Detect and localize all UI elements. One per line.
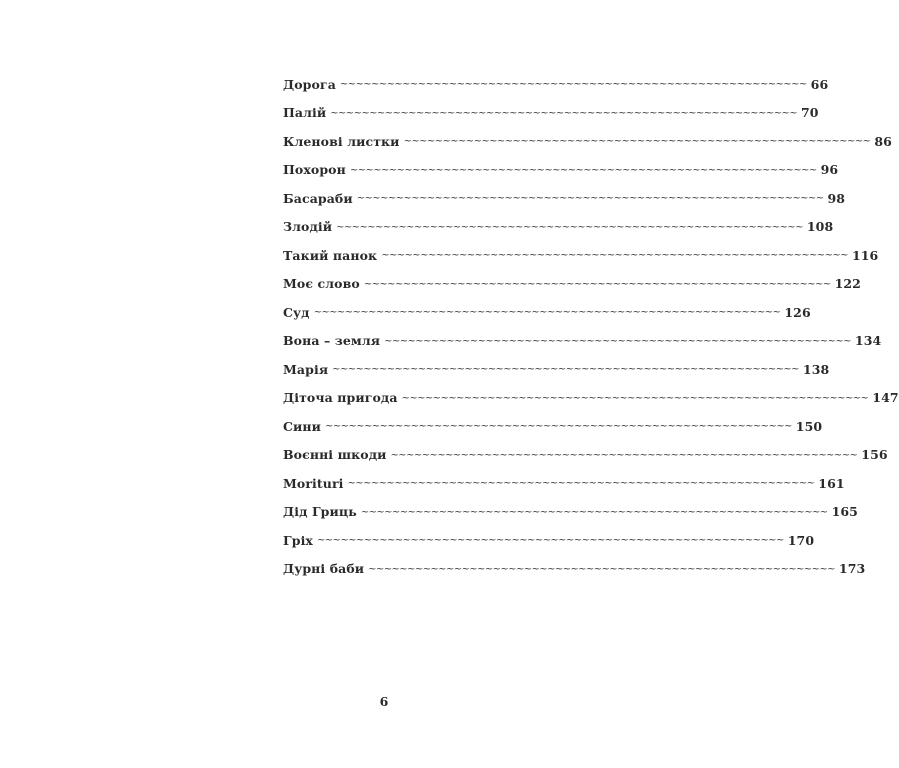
toc-entry-page: 170 [787,532,815,548]
toc-entry-page: 138 [802,361,830,377]
toc-leader: ~~~~~~~~~~~~~~~~~~~~~~~~~~~~~~~~~~~~~~~~~~~~~~~~~~~~~~~~~~~~ [336,221,803,233]
toc-entry [283,498,858,527]
toc-entry [283,469,845,498]
toc-leader: ~~~~~~~~~~~~~~~~~~~~~~~~~~~~~~~~~~~~~~~~~~~~~~~~~~~~~~~~~~~~ [390,449,858,461]
toc-leader: ~~~~~~~~~~~~~~~~~~~~~~~~~~~~~~~~~~~~~~~~~~~~~~~~~~~~~~~~~~~~ [381,250,848,262]
toc-entry-title: Воєнні шкоди [283,447,387,463]
toc-entry-title: Гріх [283,532,313,548]
toc-entry-title: Палій [283,105,327,121]
toc-leader: ~~~~~~~~~~~~~~~~~~~~~~~~~~~~~~~~~~~~~~~~~~~~~~~~~~~~~~~~~~~~ [384,335,851,347]
toc-leader: ~~~~~~~~~~~~~~~~~~~~~~~~~~~~~~~~~~~~~~~~~~~~~~~~~~~~~~~~~~~~ [401,392,869,404]
toc-entry-page: 116 [851,247,879,263]
toc-entry-page: 165 [831,504,858,520]
toc-entry-title: Злодій [283,219,333,235]
toc-leader: ~~~~~~~~~~~~~~~~~~~~~~~~~~~~~~~~~~~~~~~~~~~~~~~~~~~~~~~~~~~~ [347,478,815,490]
toc-entry-title: Моє слово [283,276,360,292]
toc-entry-page: 161 [818,475,845,491]
toc-entry-page: 86 [874,133,892,149]
toc-leader: ~~~~~~~~~~~~~~~~~~~~~~~~~~~~~~~~~~~~~~~~~~~~~~~~~~~~~~~~~~~~ [330,107,797,119]
toc-entry [283,213,834,242]
toc-entry [283,555,866,584]
toc-entry-title: Суд [283,304,310,320]
toc-entry-title: Похорон [283,162,346,178]
toc-entry [283,441,888,470]
toc-entry-page: 173 [838,561,866,577]
toc-entry-page: 150 [795,418,823,434]
toc-entry-title: Morituri [283,475,344,491]
toc-entry-title: Кленові листки [283,133,400,149]
toc-entry [283,355,830,384]
toc-leader: ~~~~~~~~~~~~~~~~~~~~~~~~~~~~~~~~~~~~~~~~~~~~~~~~~~~~~~~~~~~~ [325,421,792,433]
toc-leader: ~~~~~~~~~~~~~~~~~~~~~~~~~~~~~~~~~~~~~~~~~~~~~~~~~~~~~~~~~~~~ [403,136,871,148]
toc-leader: ~~~~~~~~~~~~~~~~~~~~~~~~~~~~~~~~~~~~~~~~~~~~~~~~~~~~~~~~~~~~ [349,164,817,176]
toc-leader: ~~~~~~~~~~~~~~~~~~~~~~~~~~~~~~~~~~~~~~~~~~~~~~~~~~~~~~~~~~~~ [332,364,799,376]
toc-entry-page: 96 [820,162,839,178]
toc-leader: ~~~~~~~~~~~~~~~~~~~~~~~~~~~~~~~~~~~~~~~~~~~~~~~~~~~~~~~~~~~~ [368,563,835,575]
toc-entry [283,526,815,555]
toc-entry [283,270,861,299]
toc-entry [283,327,882,356]
toc-entry-page: 70 [801,105,819,121]
toc-entry-title: Діточа пригода [283,390,398,406]
toc-leader: ~~~~~~~~~~~~~~~~~~~~~~~~~~~~~~~~~~~~~~~~~~~~~~~~~~~~~~~~~~~~ [313,307,781,319]
toc-entry-title: Сини [283,418,322,434]
toc-leader: ~~~~~~~~~~~~~~~~~~~~~~~~~~~~~~~~~~~~~~~~~~~~~~~~~~~~~~~~~~~~ [339,79,807,91]
table-of-contents [283,70,899,583]
toc-entry-page: 147 [872,390,899,406]
toc-entry-page: 122 [834,276,861,292]
toc-leader: ~~~~~~~~~~~~~~~~~~~~~~~~~~~~~~~~~~~~~~~~~~~~~~~~~~~~~~~~~~~~ [356,193,824,205]
toc-entry [283,241,879,270]
toc-entry [283,156,839,185]
page-number: 6 [379,694,389,709]
toc-entry-page: 98 [827,190,846,206]
toc-leader: ~~~~~~~~~~~~~~~~~~~~~~~~~~~~~~~~~~~~~~~~~~~~~~~~~~~~~~~~~~~~ [363,278,831,290]
toc-entry [283,412,823,441]
toc-entry [283,298,811,327]
toc-leader: ~~~~~~~~~~~~~~~~~~~~~~~~~~~~~~~~~~~~~~~~~~~~~~~~~~~~~~~~~~~~ [360,506,828,518]
toc-entry [283,99,819,128]
toc-entry [283,384,899,413]
toc-entry-page: 108 [806,219,834,235]
toc-entry [283,127,892,156]
toc-entry-title: Марія [283,361,329,377]
toc-entry [283,70,829,99]
toc-entry-title: Дід Гриць [283,504,357,520]
toc-entry-title: Дурні баби [283,561,365,577]
toc-entry-title: Дорога [283,76,336,92]
toc-leader: ~~~~~~~~~~~~~~~~~~~~~~~~~~~~~~~~~~~~~~~~~~~~~~~~~~~~~~~~~~~~ [316,535,784,547]
toc-entry-page: 134 [854,333,882,349]
toc-entry-page: 126 [784,304,811,320]
toc-entry-title: Вона – земля [283,333,381,349]
toc-entry-page: 66 [810,76,829,92]
toc-entry-page: 156 [861,447,888,463]
toc-entry [283,184,846,213]
toc-entry-title: Басараби [283,190,353,206]
toc-entry-title: Такий панок [283,247,378,263]
